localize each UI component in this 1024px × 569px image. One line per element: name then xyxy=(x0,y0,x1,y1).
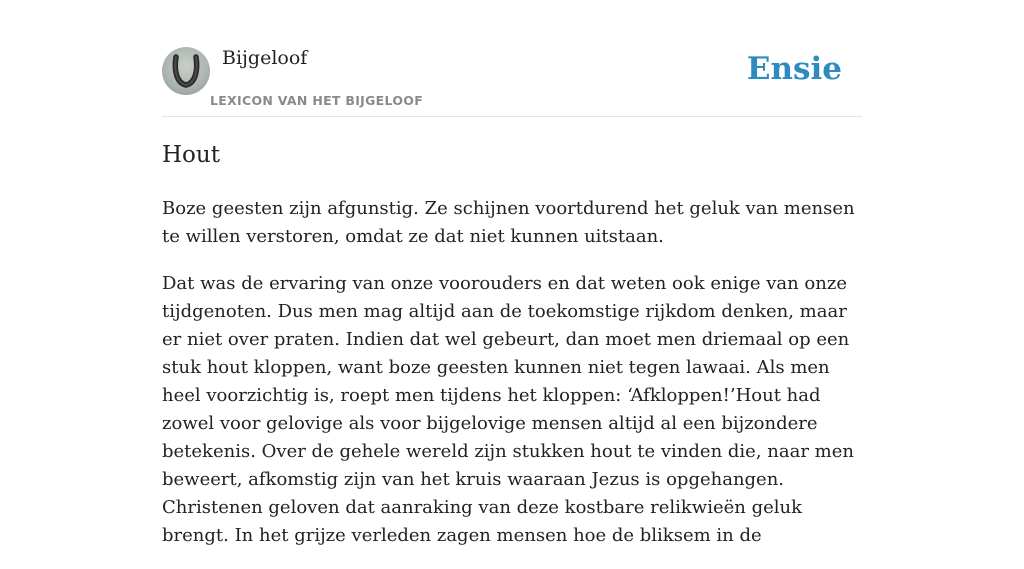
article-title: Hout xyxy=(162,142,220,168)
article-paragraph: Boze geesten zijn afgunstig. Ze schijnen voortdurend het geluk van mensen te willen verstoren, omdat ze dat niet kunnen uitstaan. xyxy=(162,198,855,247)
site-header xyxy=(162,0,862,117)
article-paragraph: Dat was de ervaring van onze voorouders en dat weten ook enige van onze tijdgenoten. Dus men mag altijd aan de toekomstige rijkdom denken, maar er niet over praten. Indien dat wel gebeurt, dan moet men driemaal op een stuk hout kloppen, want boze geesten kunnen niet tegen lawaai. Als men heel voorzichtig is, roept men tijdens het kloppen: ‘Afkloppen!’Hout had zowel voor gelovige als voor bijgelovige mensen altijd al een bijzondere betekenis. Over de gehele wereld zijn stukken hout te vinden die, naar men beweert, afkomstig zijn van het kruis waaraan Jezus is opgehangen. Christenen geloven dat aanraking van deze kostbare relikwieën geluk brengt. In het grijze verleden zagen mensen hoe de bliksem in de xyxy=(162,273,854,546)
brand-logo-link[interactable]: Ensie xyxy=(746,51,842,87)
horseshoe-icon[interactable] xyxy=(162,47,210,95)
site-name-link[interactable]: Bijgeloof xyxy=(222,47,308,69)
site-subtitle: LEXICON VAN HET BIJGELOOF xyxy=(210,93,424,108)
article xyxy=(162,139,862,569)
